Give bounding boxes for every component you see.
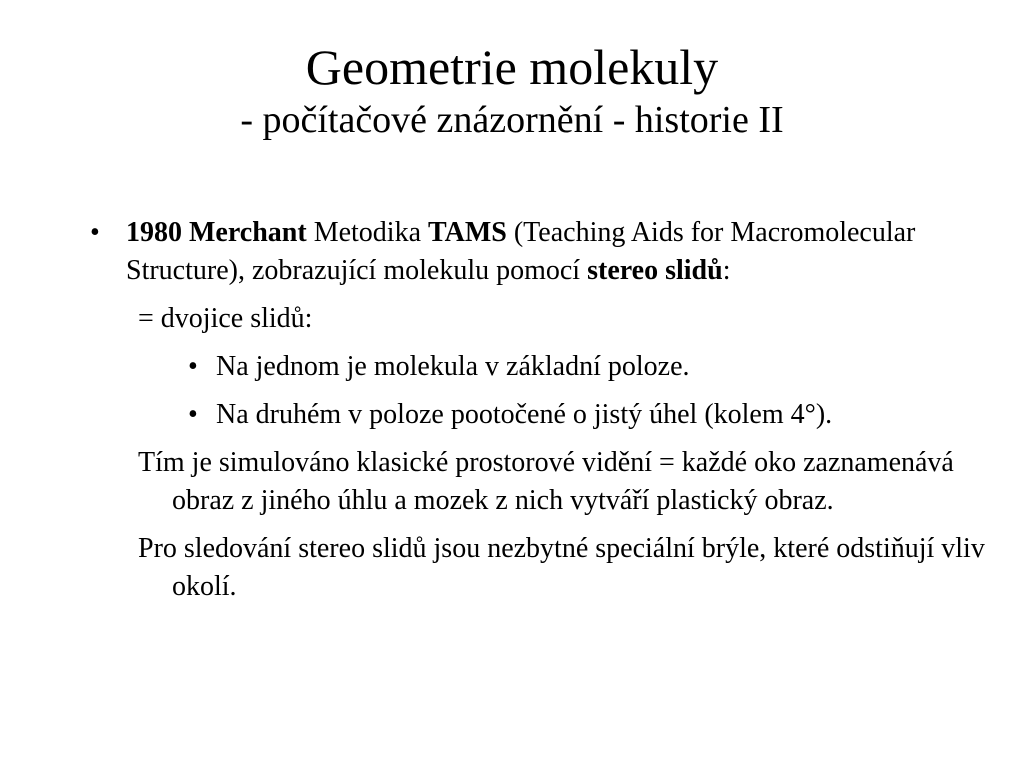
item-text-b: (Teaching Aids for Macromolecular Structure), zobrazující molekulu pomocí xyxy=(126,217,916,286)
tams-acronym: TAMS xyxy=(428,217,507,248)
paragraph-simulation: Tím je simulováno klasické prostorové vidění = každé oko zaznamenává obraz z jiného úhlu a mozek z nich vytváří plastický obraz. xyxy=(138,447,954,516)
bullet-item-merchant xyxy=(86,214,996,290)
definition-line: = dvojice slidů: xyxy=(138,303,313,334)
sub-bullet-item xyxy=(86,396,996,434)
bullet-dot: • xyxy=(188,399,198,430)
page-subtitle: - počítačové znázornění - historie II xyxy=(240,99,784,141)
stereo-slides: stereo slidů xyxy=(587,255,723,286)
paragraph-glasses: Pro sledování stereo slidů jsou nezbytné speciální brýle, které odstiňují vliv okolí. xyxy=(138,533,985,602)
item-colon: : xyxy=(722,255,731,286)
year-author: 1980 Merchant xyxy=(126,217,307,248)
sub-bullet-text: Na jednom je molekula v základní poloze. xyxy=(216,351,690,382)
bullet-dot: • xyxy=(188,351,198,382)
item-text-a: Metodika xyxy=(306,217,428,248)
title-block xyxy=(0,38,1024,144)
sub-bullet-text: Na druhém v poloze pootočené o jistý úhel (kolem 4°). xyxy=(216,399,833,430)
bullet-dot: • xyxy=(90,217,100,248)
sub-bullet-item xyxy=(86,348,996,386)
page-title: Geometrie molekuly xyxy=(305,39,719,95)
slide-body xyxy=(86,214,996,606)
